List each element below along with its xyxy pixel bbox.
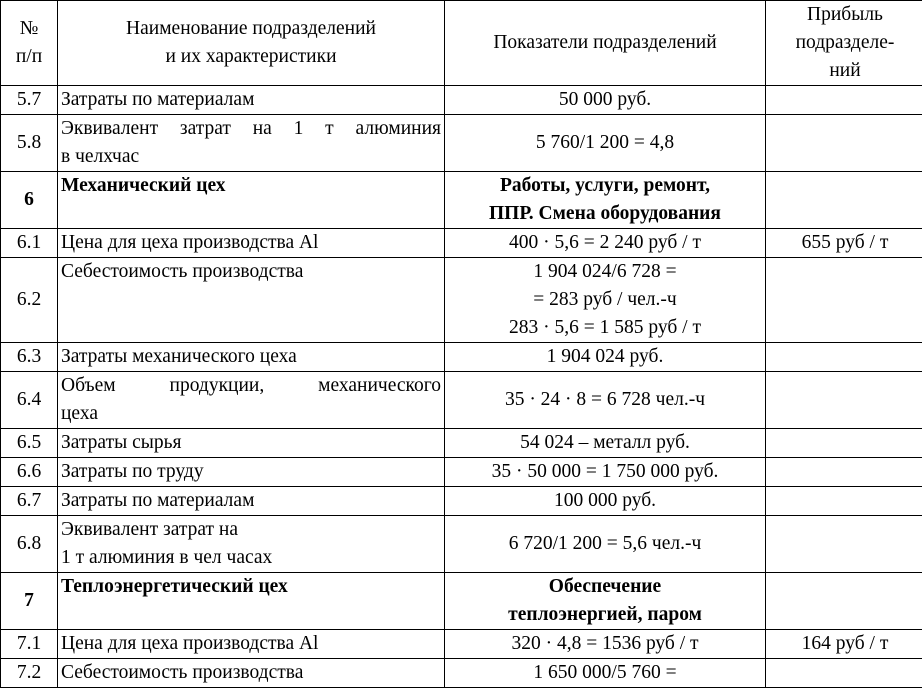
row-name-line: Цена для цеха производства Al	[61, 232, 319, 253]
row-profit	[766, 429, 922, 458]
row-number: 6.1	[1, 229, 58, 258]
row-value-line: 50 000 руб.	[558, 89, 652, 110]
row-number: 7	[1, 573, 58, 630]
row-profit	[766, 115, 922, 172]
row-value	[445, 372, 766, 429]
row-number: 7.2	[1, 659, 58, 688]
table-row	[1, 516, 922, 573]
row-name-line: в челхчас	[61, 146, 140, 167]
row-name	[58, 115, 445, 172]
row-value-line: 54 024 – металл руб.	[520, 432, 690, 453]
row-value	[445, 487, 766, 516]
row-name-line: Механический цех	[61, 175, 226, 196]
row-number: 7.1	[1, 630, 58, 659]
row-name	[58, 229, 445, 258]
row-name-line: Затраты по труду	[61, 461, 204, 482]
row-value	[445, 172, 766, 229]
header-name: Наименование подразделений и их характеристики	[58, 1, 445, 86]
row-number: 6.2	[1, 258, 58, 343]
row-name-line: Затраты механического цеха	[61, 346, 297, 367]
row-profit	[766, 659, 922, 688]
row-profit	[766, 458, 922, 487]
row-name-line: Теплоэнергетический цех	[61, 576, 288, 597]
row-value	[445, 516, 766, 573]
row-value-line: Работы, услуги, ремонт,	[499, 175, 711, 196]
row-value	[445, 258, 766, 343]
row-value-line: 100 000 руб.	[553, 490, 657, 511]
table-row	[1, 86, 922, 115]
row-name	[58, 516, 445, 573]
row-value	[445, 659, 766, 688]
row-value-line: 5 760/1 200 = 4,8	[535, 132, 675, 153]
row-value	[445, 86, 766, 115]
row-value	[445, 115, 766, 172]
row-name	[58, 343, 445, 372]
row-name	[58, 573, 445, 630]
section-row	[1, 573, 922, 630]
row-name	[58, 86, 445, 115]
row-number: 6.5	[1, 429, 58, 458]
row-name-line: Эквивалент затрат на	[61, 519, 238, 540]
header-num: № п/п	[1, 1, 58, 86]
row-profit	[766, 573, 922, 630]
row-number: 6.7	[1, 487, 58, 516]
table-row	[1, 372, 922, 429]
row-profit	[766, 172, 922, 229]
row-value	[445, 429, 766, 458]
row-number: 5.8	[1, 115, 58, 172]
row-name	[58, 487, 445, 516]
row-name	[58, 458, 445, 487]
row-number: 5.7	[1, 86, 58, 115]
row-value-line: 1 904 024 руб.	[546, 346, 664, 367]
row-profit	[766, 86, 922, 115]
table-row	[1, 258, 922, 343]
row-value	[445, 343, 766, 372]
row-name-line: Эквивалент затрат на 1 т алюминия	[61, 118, 441, 139]
row-profit: 164 руб / т	[766, 630, 922, 659]
table-body	[1, 1, 922, 688]
row-number: 6.3	[1, 343, 58, 372]
table-row	[1, 487, 922, 516]
row-value	[445, 458, 766, 487]
row-name-line: Себестоимость производства	[61, 662, 304, 683]
header-row	[1, 1, 922, 86]
row-number: 6.6	[1, 458, 58, 487]
row-profit	[766, 516, 922, 573]
row-name	[58, 372, 445, 429]
row-value-line: ППР. Смена оборудования	[489, 203, 721, 224]
row-name-line: Цена для цеха производства Al	[61, 633, 319, 654]
row-name	[58, 659, 445, 688]
row-name	[58, 258, 445, 343]
row-name-line: Себестоимость производства	[61, 261, 304, 282]
row-value-line: теплоэнергией, паром	[508, 604, 702, 625]
row-value-line: 400 · 5,6 = 2 240 руб / т	[509, 232, 701, 253]
section-row	[1, 172, 922, 229]
row-value-line: 1 650 000/5 760 =	[533, 662, 677, 683]
row-name	[58, 630, 445, 659]
row-number: 6	[1, 172, 58, 229]
row-profit	[766, 258, 922, 343]
row-value-line: = 283 руб / чел.-ч	[533, 289, 677, 310]
header-indicators: Показатели подразделений	[445, 1, 766, 86]
row-profit: 655 руб / т	[766, 229, 922, 258]
row-value-line: 35 · 24 · 8 = 6 728 чел.-ч	[504, 389, 706, 410]
table-row	[1, 229, 922, 258]
row-name-line: Объем продукции, механического	[61, 375, 441, 396]
row-value-line: Обеспечение	[548, 576, 662, 597]
row-value-line: 6 720/1 200 = 5,6 чел.-ч	[508, 533, 702, 554]
row-profit	[766, 343, 922, 372]
row-value	[445, 229, 766, 258]
table-row	[1, 630, 922, 659]
row-name	[58, 172, 445, 229]
row-value	[445, 573, 766, 630]
row-name	[58, 429, 445, 458]
table-row	[1, 343, 922, 372]
row-value-line: 283 · 5,6 = 1 585 руб / т	[509, 317, 701, 338]
row-profit	[766, 372, 922, 429]
row-name-line: Затраты по материалам	[61, 490, 255, 511]
row-value-line: 35 · 50 000 = 1 750 000 руб.	[491, 461, 719, 482]
row-number: 6.8	[1, 516, 58, 573]
row-name-line: 1 т алюминия в чел часах	[61, 547, 273, 568]
row-name-line: цеха	[61, 403, 98, 424]
row-value-line: 320 · 4,8 = 1536 руб / т	[511, 633, 699, 654]
row-name-line: Затраты по материалам	[61, 89, 255, 110]
table-row	[1, 115, 922, 172]
row-name-line: Затраты сырья	[61, 432, 182, 453]
table-row	[1, 458, 922, 487]
row-value-line: 1 904 024/6 728 =	[533, 261, 677, 282]
header-profit: Прибыль подразделе- ний	[766, 1, 922, 86]
row-number: 6.4	[1, 372, 58, 429]
row-profit	[766, 487, 922, 516]
table-row	[1, 659, 922, 688]
table-row	[1, 429, 922, 458]
row-value	[445, 630, 766, 659]
